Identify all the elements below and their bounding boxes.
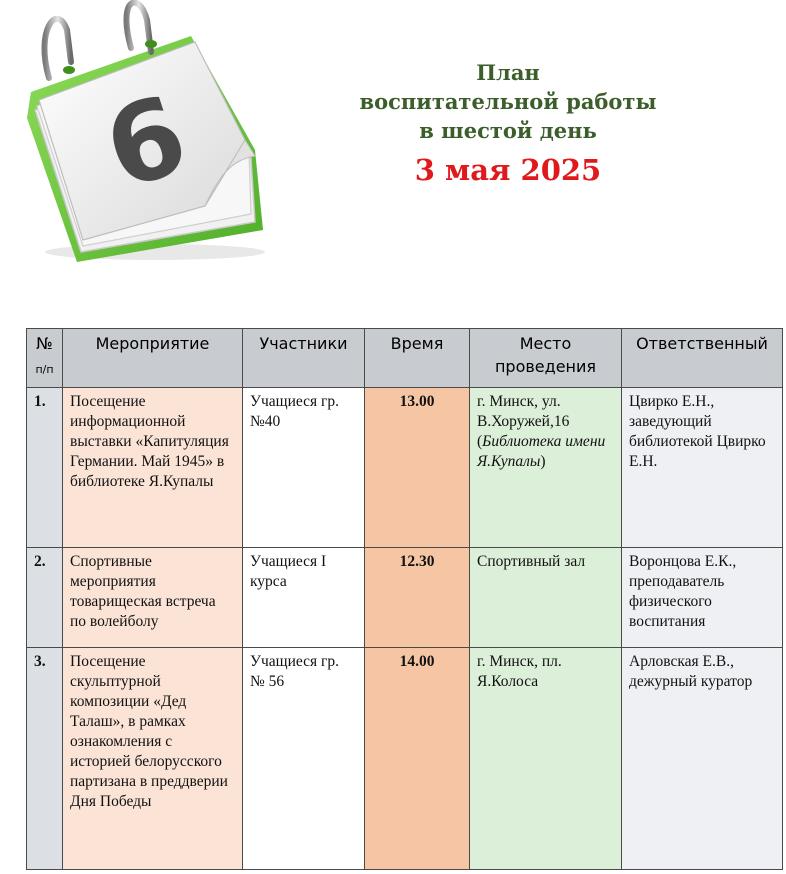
title-line-1: План <box>476 60 540 85</box>
title-line-2: воспитательной работы <box>359 89 657 114</box>
row-num: 2. <box>27 548 63 648</box>
calendar-icon <box>5 0 277 268</box>
plan-table <box>26 328 783 870</box>
row-time: 13.00 <box>365 388 470 548</box>
row-place: Спортивный зал <box>470 548 622 648</box>
header-participants: Участники <box>243 329 365 388</box>
header-num-label: № <box>36 334 53 353</box>
row-event: Спортивные мероприятия товарищеская встреча по волейболу <box>63 548 243 648</box>
row-num: 1. <box>27 388 63 548</box>
row-responsible: Воронцова Е.К., преподаватель физического воспитания <box>622 548 783 648</box>
row-num: 3. <box>27 648 63 870</box>
header-num <box>27 329 63 388</box>
row-time: 12.30 <box>365 548 470 648</box>
row-place <box>470 388 622 548</box>
header-place: Место проведения <box>470 329 622 388</box>
row-place-note-open: ( <box>477 433 483 450</box>
table-row <box>27 548 783 648</box>
row-place-note-close: ) <box>540 453 546 470</box>
header-time: Время <box>365 329 470 388</box>
row-place: г. Минск, пл. Я.Колоса <box>470 648 622 870</box>
row-place-address: г. Минск, ул. В.Хоружей,16 <box>477 393 570 430</box>
row-event: Посещение информационной выставки «Капитуляция Германии. Май 1945» в библиотеке Я.Купалы <box>63 388 243 548</box>
table-row <box>27 648 783 870</box>
table-row <box>27 388 783 548</box>
row-event: Посещение скульптурной композиции «Дед Талаш», в рамках ознакомления с историей белорусского партизана в преддверии Дня Победы <box>63 648 243 870</box>
row-participants: Учащиеся гр. №40 <box>243 388 365 548</box>
title-date: 3 мая 2025 <box>414 153 602 187</box>
calendar-number: 6 <box>91 72 202 215</box>
table-header-row <box>27 329 783 388</box>
row-responsible: Арловская Е.В., дежурный куратор <box>622 648 783 870</box>
title-line-3: в шестой день <box>419 118 597 143</box>
row-place-note: Библиотека имени Я.Купалы <box>477 433 606 470</box>
row-participants: Учащиеся I курса <box>243 548 365 648</box>
title-block <box>318 58 698 187</box>
row-participants: Учащиеся гр. № 56 <box>243 648 365 870</box>
header-event: Мероприятие <box>63 329 243 388</box>
row-responsible: Цвирко Е.Н., заведующий библиотекой Цвирко Е.Н. <box>622 388 783 548</box>
header-num-sub: п/п <box>35 363 54 376</box>
header-responsible: Ответственный <box>622 329 783 388</box>
row-time: 14.00 <box>365 648 470 870</box>
